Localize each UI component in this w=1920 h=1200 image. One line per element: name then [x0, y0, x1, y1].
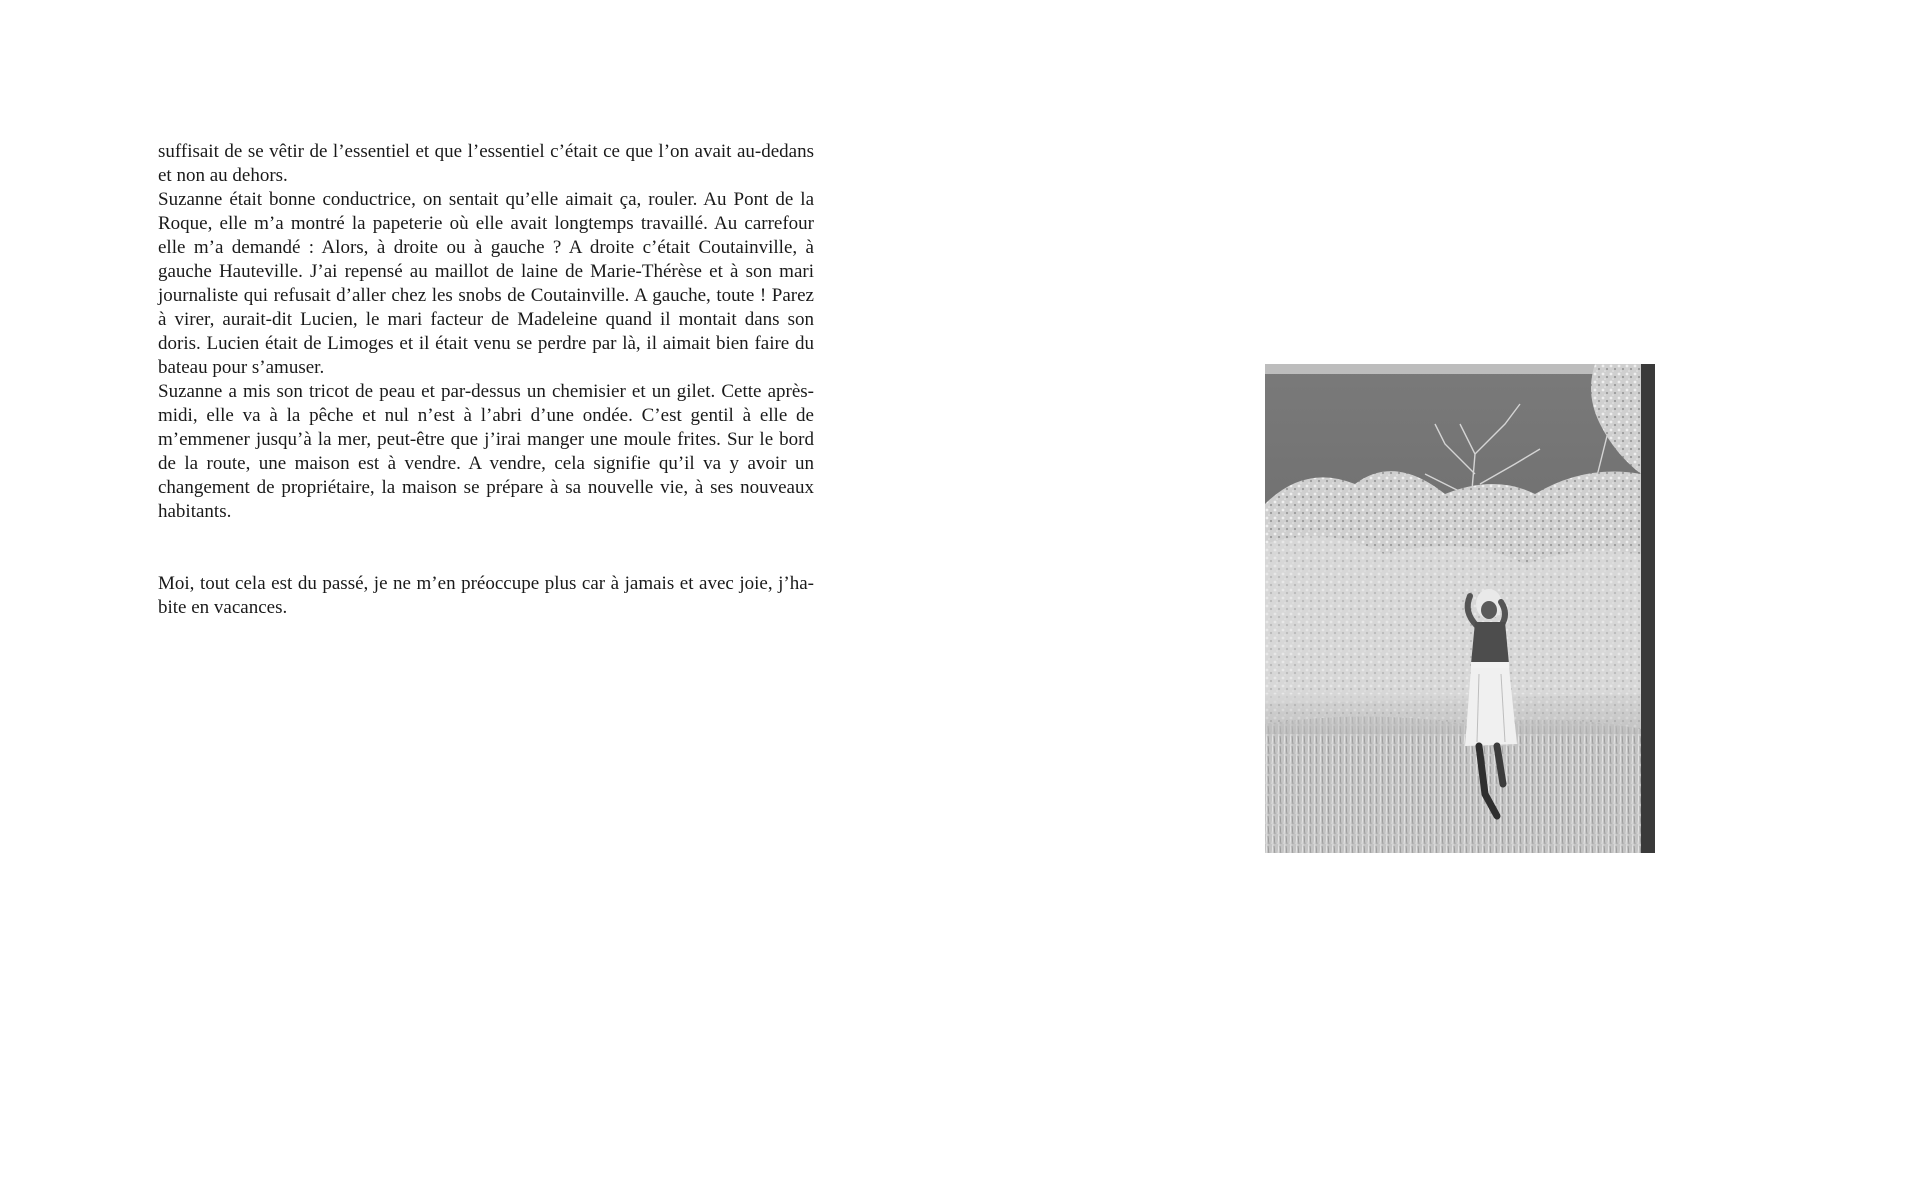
paragraph-gap	[158, 524, 814, 572]
left-page-text	[158, 140, 814, 620]
closing-paragraph: Moi, tout cela est du passé, je ne m’en préoccupe plus car à jamais et avec joie, j’ha-bite en vacances.	[158, 573, 814, 618]
paragraph-1: suffisait de se vêtir de l’essentiel et que l’essentiel c’était ce que l’on avait au-dedans et non au dehors.	[158, 141, 814, 186]
photograph	[1265, 364, 1655, 853]
paragraph-3: Suzanne a mis son tricot de peau et par-dessus un chemisier et un gilet. Cette après-midi, elle va à la pêche et nul n’est à l’abri d’une ondée. C’est gentil à elle de m’emmener jusqu’à la mer, peut-être que j’irai manger une moule frites. Sur le bord de la route, une maison est à vendre. A vendre, cela signifie qu’il va y avoir un changement de propriétaire, la maison se prépare à sa nouvelle vie, à ses nouveaux habitants.	[158, 381, 814, 522]
photo-image	[1265, 364, 1655, 853]
paragraph-2: Suzanne était bonne conductrice, on sentait qu’elle aimait ça, rouler. Au Pont de la Roque, elle m’a montré la papeterie où elle avait longtemps travaillé. Au carrefour elle m’a demandé : Alors, à droite ou à gauche ? A droite c’était Coutainville, à gauche Hauteville. J’ai repensé au maillot de laine de Marie-Thérèse et à son mari journaliste qui refusait d’aller chez les snobs de Coutainville. A gauche, toute ! Parez à virer, aurait-dit Lucien, le mari facteur de Madeleine quand il montait dans son doris. Lucien était de Limoges et il était venu se perdre par là, il aimait bien faire du bateau pour s’amuser.	[158, 189, 814, 378]
